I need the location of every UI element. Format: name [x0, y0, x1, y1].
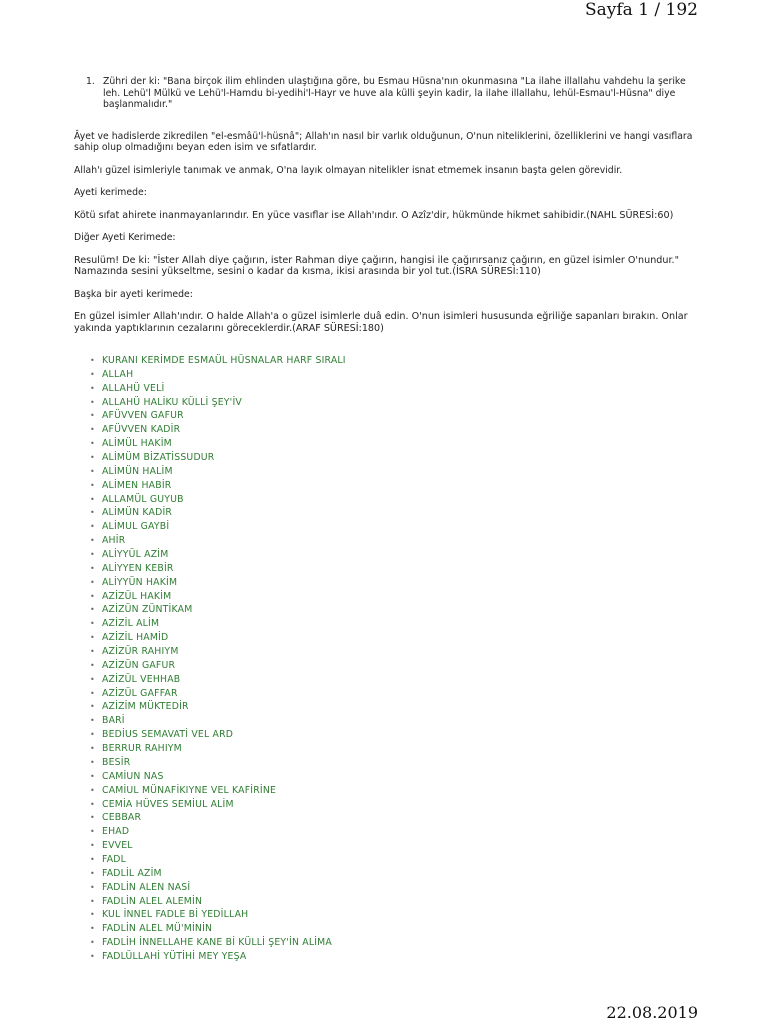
list-item — [74, 659, 694, 673]
bullet-icon: • — [90, 647, 95, 657]
paragraph-araf-verse: En güzel isimler Allah'ındır. O halde Allah'a o güzel isimlerle duâ edin. O'nun isimleri hususunda eğriliğe sapanları bırakın. Onlar yakında yaptıklarının cezalarını göreceklerdir.(ARAF SÜRESİ:180) — [74, 311, 688, 334]
bullet-icon: • — [90, 563, 95, 573]
name-link[interactable]: AZİZÜR RAHIYM — [102, 646, 179, 658]
bullet-icon: • — [90, 383, 95, 393]
item-text: Zühri der ki: "Bana birçok ilim ehlinden ulaştığına göre, bu Esmau Hüsna'nın okunmasına "La ilahe illallahu vahdehu la şerike leh. Lehü'l Mülkü ve Lehü'l-Hamdu bi-yedihi'l-Hayr ve huve ala külli şeyin kadir, la ilahe illallahu, lehül-Esmau'l-Hüsna" diye başlanmalıdır." — [103, 76, 686, 110]
paragraph-ayet-heading-1: Ayeti kerimede: — [74, 187, 147, 198]
bullet-icon: • — [90, 702, 95, 712]
paragraph-ayet-heading-3: Başka bir ayeti kerimede: — [74, 288, 193, 300]
page-date: 22.08.2019 — [606, 1003, 698, 1022]
name-link[interactable]: FADLİH İNNELLAHE KANE Bİ KÜLLİ ŞEY'İN ALİMA — [102, 937, 332, 949]
name-link[interactable]: ALİMEN HABİR — [102, 479, 172, 491]
name-link[interactable]: FADLİL AZİM — [102, 867, 162, 879]
list-item — [74, 728, 694, 742]
bullet-icon: • — [90, 411, 95, 421]
list-item — [74, 562, 694, 576]
bullet-icon: • — [90, 480, 95, 490]
list-item — [74, 520, 694, 534]
paragraph-ayet-heading-2: Diğer Ayeti Kerimede: — [74, 232, 176, 243]
list-item — [74, 742, 694, 756]
name-link[interactable]: FADLÜLLAHİ YÜTİHİ MEY YEŞA — [102, 950, 247, 962]
name-link[interactable]: ALİYYÜL AZİM — [102, 549, 169, 561]
name-link[interactable]: AHİR — [102, 535, 126, 547]
paragraph-nahl-verse: Kötü sıfat ahirete inanmayanlarındır. En yüce vasıflar ise Allah'ındır. O Azîz'dir, hükmünde hikmet sahibidir.(NAHL SÜRESİ:60) — [74, 209, 674, 221]
name-link[interactable]: ALİMÜN KADİR — [102, 507, 173, 519]
bullet-icon: • — [90, 841, 95, 851]
name-link[interactable]: BARİ — [102, 715, 125, 727]
bullet-icon: • — [90, 397, 95, 407]
name-link[interactable]: CEMİA HÜVES SEMİUL ALİM — [102, 798, 234, 810]
numbered-item — [74, 76, 694, 111]
list-item — [74, 853, 694, 867]
name-link[interactable]: AZİZÜN ZÜNTİKAM — [102, 604, 193, 616]
list-item — [74, 798, 694, 812]
name-link[interactable]: ALİYYÜN HAKİM — [102, 576, 178, 588]
list-item — [74, 576, 694, 590]
name-link[interactable]: FADL — [102, 853, 126, 865]
name-link[interactable]: AFÜVVEN GAFUR — [102, 410, 184, 422]
name-link[interactable]: CEBBAR — [102, 812, 142, 824]
bullet-icon: • — [90, 924, 95, 934]
name-link[interactable]: ALLAHÜ VELİ — [102, 382, 165, 394]
esmaul-husna-link-list — [74, 354, 694, 964]
name-link[interactable]: AZİZÜL GAFFAR — [102, 687, 178, 699]
list-item — [74, 770, 694, 784]
page-number-label: Sayfa 1 / 192 — [584, 0, 698, 20]
bullet-icon: • — [90, 771, 95, 781]
bullet-icon: • — [90, 369, 95, 379]
list-item — [74, 423, 694, 437]
list-item — [74, 700, 694, 714]
list-item — [74, 811, 694, 825]
list-item — [74, 687, 694, 701]
bullet-icon: • — [90, 577, 95, 587]
name-link[interactable]: FADLİN ALEN NASİ — [102, 881, 191, 893]
list-item — [74, 645, 694, 659]
bullet-icon: • — [90, 425, 95, 435]
list-item — [74, 368, 694, 382]
name-link[interactable]: CAMİUN NAS — [102, 770, 164, 782]
name-link[interactable]: BERRUR RAHIYM — [102, 743, 182, 755]
list-item — [74, 437, 694, 451]
list-item — [74, 922, 694, 936]
list-item — [74, 784, 694, 798]
name-link[interactable]: AZİZİM MÜKTEDİR — [102, 701, 189, 713]
name-link[interactable]: KURANI KERİMDE ESMAÜL HÜSNALAR HARF SIRALI — [102, 355, 346, 366]
list-item — [74, 409, 694, 423]
name-link[interactable]: AZİZİL HAMİD — [102, 632, 169, 644]
item-number: 1. — [86, 76, 95, 87]
bullet-icon: • — [90, 813, 95, 823]
bullet-icon: • — [90, 951, 95, 961]
bullet-icon: • — [90, 605, 95, 615]
name-link[interactable]: FADLİN ALEL MÜ'MİNİN — [102, 923, 213, 935]
list-item — [74, 756, 694, 770]
name-link[interactable]: ALLAHÜ HALİKU KÜLLİ ŞEY'İV — [102, 396, 242, 408]
list-item — [74, 895, 694, 909]
list-item — [74, 936, 694, 950]
document-content — [74, 76, 694, 964]
bullet-icon: • — [90, 799, 95, 809]
name-link[interactable]: ALİMÜL HAKİM — [102, 438, 172, 450]
list-item — [74, 950, 694, 964]
list-item — [74, 548, 694, 562]
list-item — [74, 867, 694, 881]
name-link[interactable]: EVVEL — [102, 840, 133, 852]
name-link[interactable]: ALLAMÜL GUYUB — [102, 493, 184, 505]
bullet-icon: • — [90, 466, 95, 476]
list-item — [74, 839, 694, 853]
bullet-icon: • — [90, 827, 95, 837]
bullet-icon: • — [90, 633, 95, 643]
name-link[interactable]: AZİZÜL HAKİM — [102, 590, 172, 602]
list-item — [74, 673, 694, 687]
list-item — [74, 908, 694, 922]
bullet-icon: • — [90, 882, 95, 892]
name-link[interactable]: AZİZÜL VEHHAB — [102, 673, 181, 685]
name-link[interactable]: ALİMÜM BİZATİSSUDUR — [102, 452, 215, 464]
list-item — [74, 506, 694, 520]
bullet-icon: • — [90, 674, 95, 684]
list-item — [74, 825, 694, 839]
name-link[interactable]: AZİZÜN GAFUR — [102, 659, 176, 671]
bullet-icon: • — [90, 688, 95, 698]
bullet-icon: • — [90, 619, 95, 629]
bullet-icon: • — [90, 730, 95, 740]
list-item — [74, 714, 694, 728]
paragraph-duty: Allah'ı güzel isimleriyle tanımak ve anmak, O'na layık olmayan nitelikler isnat etmemek insanın başta gelen görevidir. — [74, 164, 623, 176]
bullet-icon: • — [90, 550, 95, 560]
paragraph-esmaul-husna-definition: Âyet ve hadislerde zikredilen "el-esmâü'l-hüsnâ"; Allah'ın nasıl bir varlık olduğunun, O'nun niteliklerini, özelliklerini ve hangi vasıflara sahip olup olmadığını beyan eden isim ve sıfatlardır. — [74, 130, 693, 153]
bullet-icon: • — [90, 508, 95, 518]
name-link[interactable]: AZİZİL ALİM — [102, 618, 160, 630]
bullet-icon: • — [90, 744, 95, 754]
bullet-icon: • — [90, 591, 95, 601]
name-link[interactable]: CAMİUL MÜNAFİKIYNE VEL KAFİRİNE — [102, 784, 277, 796]
name-link[interactable]: BEDİUS SEMAVATİ VEL ARD — [102, 729, 234, 741]
name-link[interactable]: BESİR — [102, 756, 131, 768]
bullet-icon: • — [90, 910, 95, 920]
bullet-icon: • — [90, 494, 95, 504]
name-link[interactable]: KUL İNNEL FADLE Bİ YEDİLLAH — [102, 909, 249, 921]
list-item — [74, 534, 694, 548]
list-item — [74, 617, 694, 631]
paragraph-isra-verse: Resulüm! De ki: "İster Allah diye çağırın, ister Rahman diye çağırın, hangisi ile çağırırsanız çağırın, en güzel isimler O'nundur." Namazında sesini yükseltme, sesini o kadar da kısma, ikisi arasında bir yol tut.(İSRA SÜRESİ:110) — [74, 254, 679, 277]
bullet-icon: • — [90, 716, 95, 726]
list-item — [74, 451, 694, 465]
name-link[interactable]: ALİMUL GAYBİ — [102, 521, 170, 533]
bullet-icon: • — [90, 439, 95, 449]
list-item — [74, 382, 694, 396]
name-link[interactable]: ALİYYEN KEBİR — [102, 562, 174, 574]
bullet-icon: • — [90, 938, 95, 948]
bullet-icon: • — [90, 854, 95, 864]
list-item — [74, 354, 694, 368]
bullet-icon: • — [90, 660, 95, 670]
bullet-icon: • — [90, 896, 95, 906]
list-item — [74, 631, 694, 645]
name-link[interactable]: EHAD — [102, 826, 130, 838]
bullet-icon: • — [90, 868, 95, 878]
name-link[interactable]: ALLAH — [102, 368, 134, 380]
bullet-icon: • — [90, 536, 95, 546]
bullet-icon: • — [90, 757, 95, 767]
name-link[interactable]: AFÜVVEN KADİR — [102, 424, 181, 436]
list-item — [74, 479, 694, 493]
bullet-icon: • — [90, 356, 95, 365]
name-link[interactable]: FADLİN ALEL ALEMİN — [102, 895, 203, 907]
list-item — [74, 493, 694, 507]
list-item — [74, 603, 694, 617]
list-item — [74, 396, 694, 410]
list-item — [74, 465, 694, 479]
bullet-icon: • — [90, 785, 95, 795]
name-link[interactable]: ALİMÜN HALİM — [102, 465, 173, 477]
bullet-icon: • — [90, 453, 95, 463]
list-item — [74, 881, 694, 895]
list-item — [74, 590, 694, 604]
bullet-icon: • — [90, 522, 95, 532]
